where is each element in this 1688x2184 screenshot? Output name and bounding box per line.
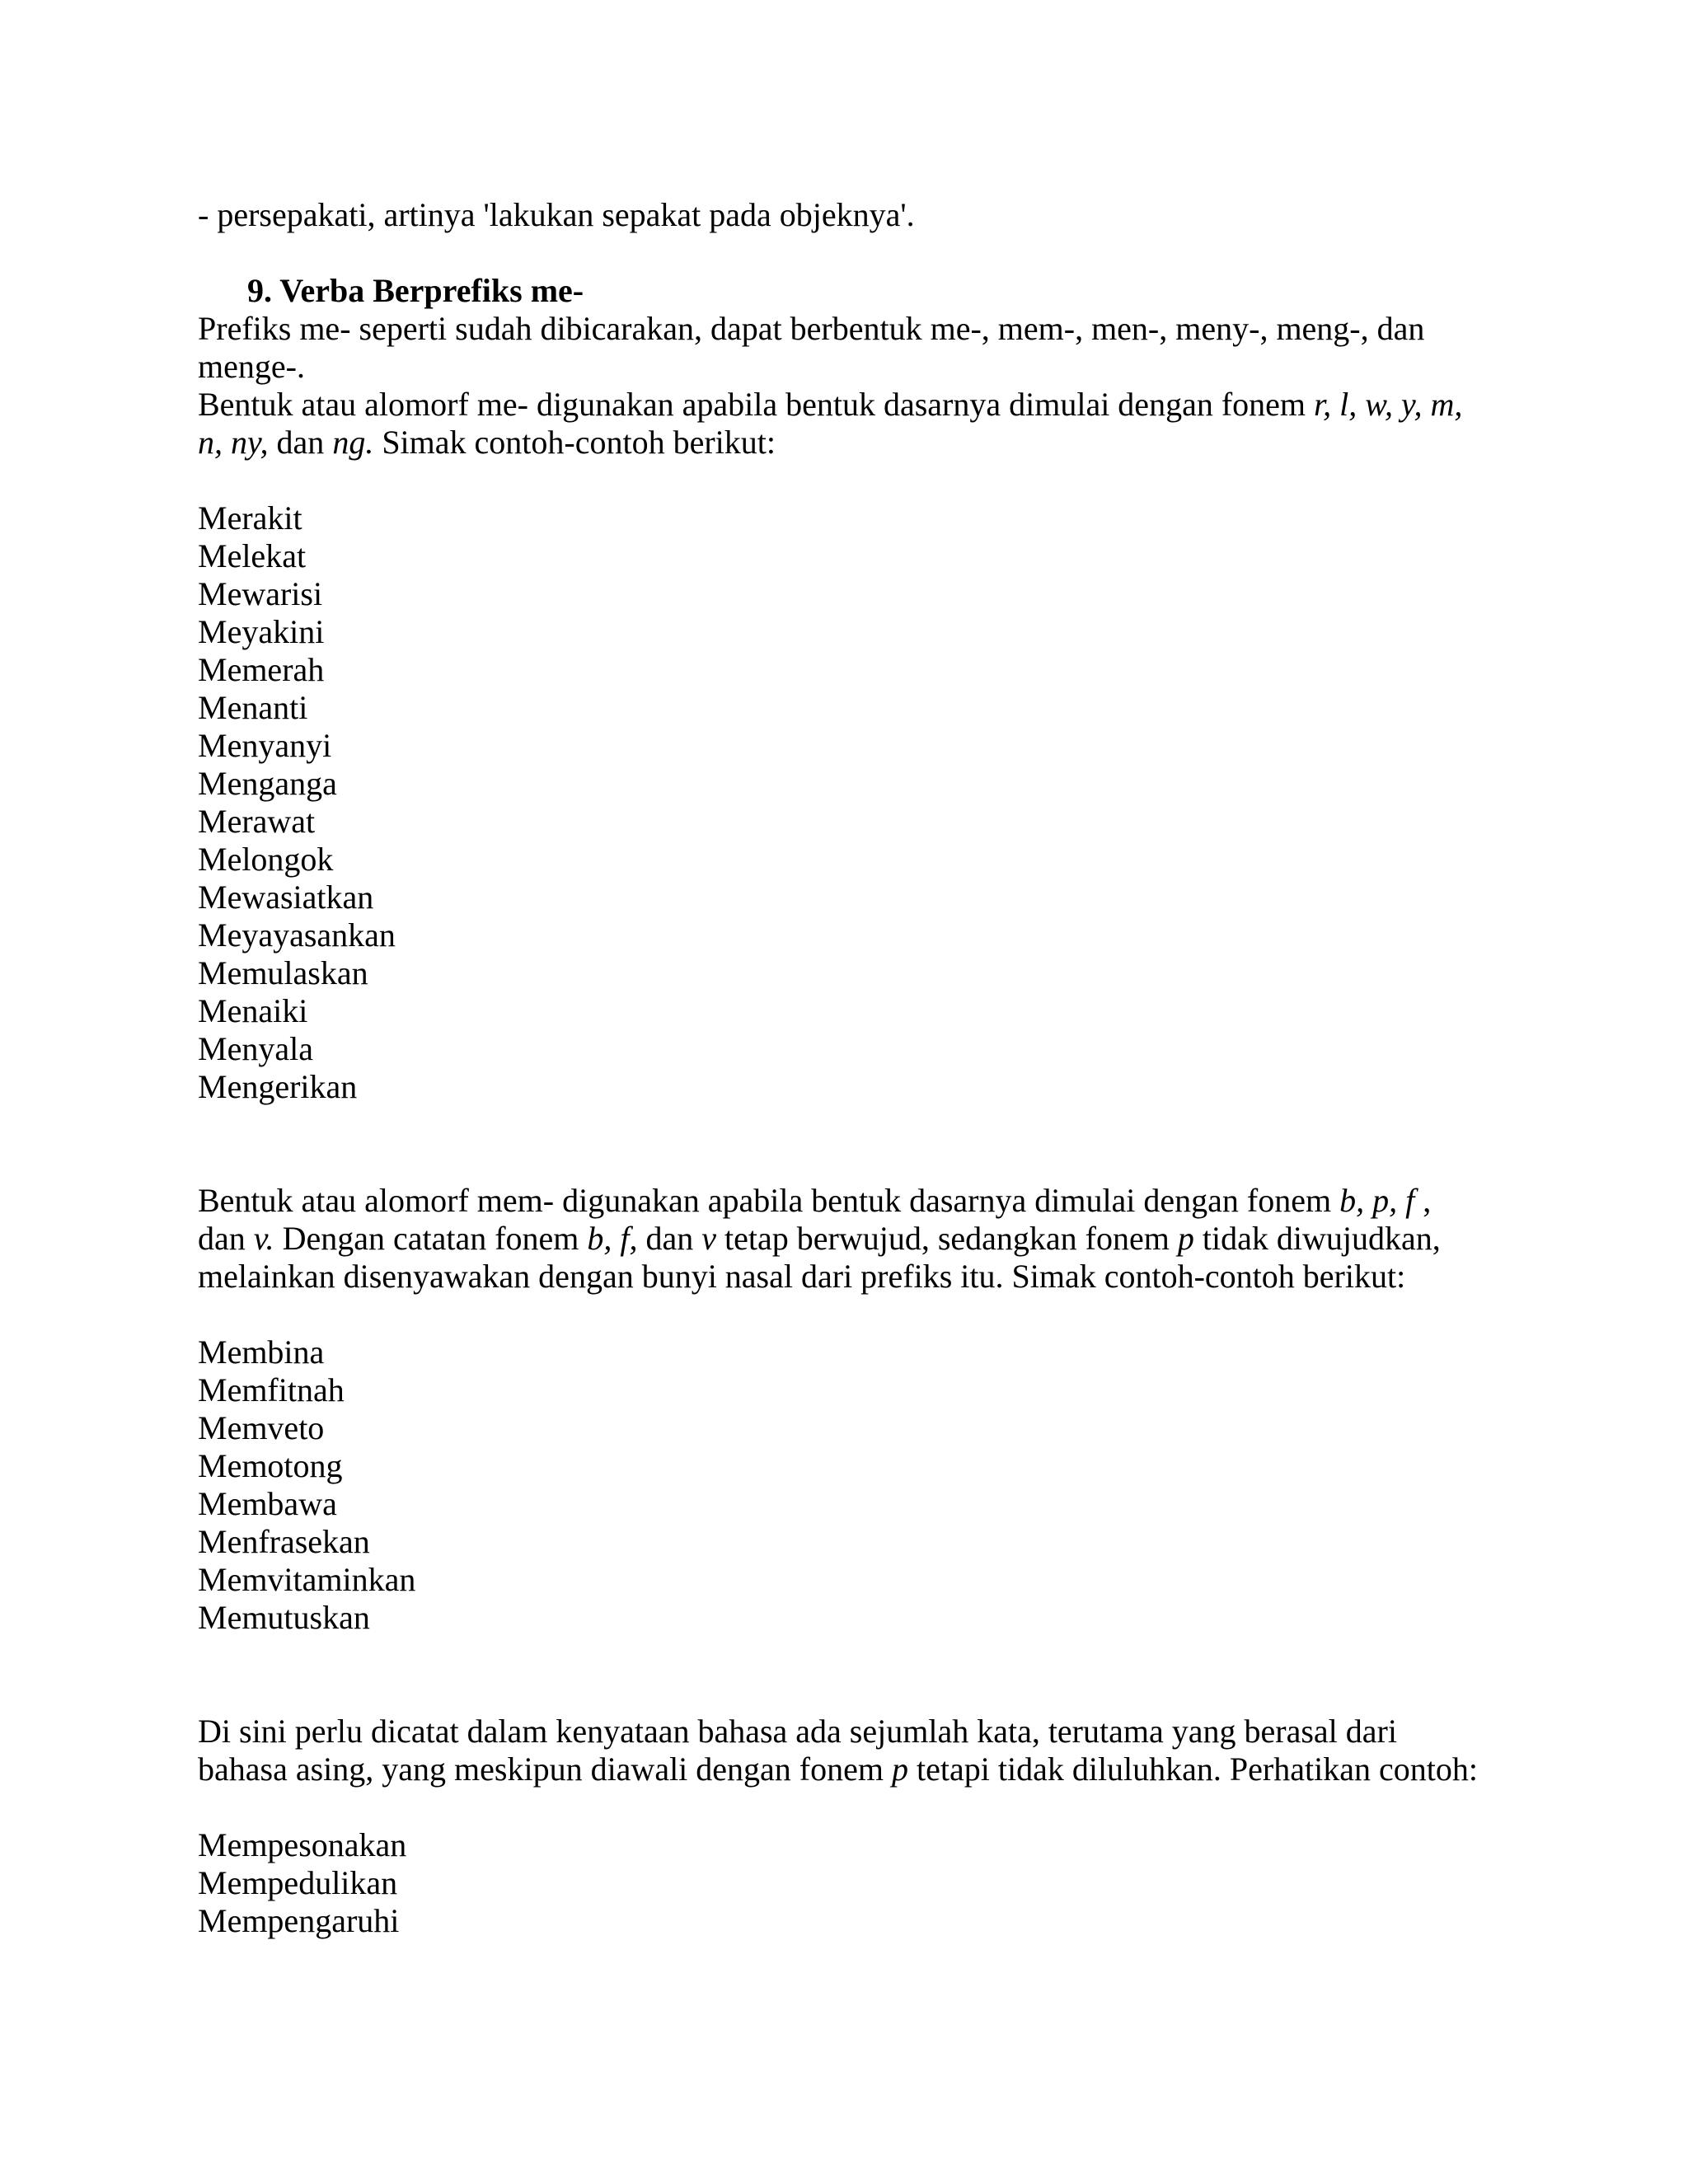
mem-paragraph-line-2 [198, 1220, 1484, 1258]
list-item: Memvitaminkan [198, 1561, 416, 1598]
me-word-list [198, 499, 1484, 1106]
list-item: Meyakini [198, 613, 325, 650]
list-item: Memutuskan [198, 1599, 370, 1636]
italic-run: v [701, 1220, 717, 1257]
spacer [198, 1788, 1484, 1826]
list-item: Memerah [198, 651, 325, 688]
text-run: dan [198, 1220, 254, 1257]
note-paragraph [198, 1713, 1484, 1788]
list-item: Melongok [198, 841, 334, 878]
list-item: Menfrasekan [198, 1523, 370, 1560]
note-paragraph-line-1: Di sini perlu dicatat dalam kenyataan bahasa ada sejumlah kata, terutama yang berasal dari [198, 1713, 1397, 1750]
italic-run: b, f, [587, 1220, 638, 1257]
list-item: Memotong [198, 1447, 343, 1484]
list-item: Menanti [198, 689, 308, 726]
italic-run: b, p, f [1339, 1182, 1415, 1219]
list-item: Menaiki [198, 992, 308, 1029]
list-item: Mewarisi [198, 575, 323, 612]
text-run: bahasa asing, yang meskipun diawali dengan fonem [198, 1750, 892, 1788]
list-item: Menganga [198, 765, 337, 802]
spacer [198, 462, 1484, 499]
italic-run: ng. [332, 424, 374, 461]
mem-paragraph-line-1 [198, 1182, 1484, 1220]
spacer [198, 1637, 1484, 1713]
list-item: Merakit [198, 499, 302, 537]
text-run: tetap berwujud, sedangkan fonem [716, 1220, 1178, 1257]
note-paragraph-line-2 [198, 1750, 1484, 1788]
list-item: Menyala [198, 1030, 313, 1067]
list-item: Memfitnah [198, 1371, 345, 1408]
italic-run: r, l, w, y, m, [1314, 386, 1463, 423]
note-word-list [198, 1826, 1484, 1940]
intro-paragraph [198, 310, 1484, 386]
text-run: , [1414, 1182, 1432, 1219]
spacer [198, 1106, 1484, 1182]
list-item: Membawa [198, 1485, 337, 1522]
list-item: Mewasiatkan [198, 879, 374, 916]
list-item: Membina [198, 1333, 325, 1371]
me-paragraph-line-1 [198, 386, 1484, 424]
text-run: dan [268, 424, 333, 461]
text-run: Simak contoh-contoh berikut: [373, 424, 776, 461]
list-item: Melekat [198, 537, 307, 574]
me-paragraph-line-2 [198, 424, 1484, 462]
list-item: Mempengaruhi [198, 1902, 400, 1939]
italic-run: n, ny, [198, 424, 269, 461]
spacer [198, 234, 1484, 272]
list-item: Memulaskan [198, 954, 368, 991]
list-item: Mengerikan [198, 1068, 358, 1105]
intro-line-2: menge-. [198, 348, 305, 385]
italic-run: p [892, 1750, 908, 1788]
list-item: Meyayasankan [198, 916, 396, 954]
top-line: - persepakati, artinya 'lakukan sepakat pada objeknya'. [198, 196, 915, 233]
text-run: tidak diwujudkan, [1193, 1220, 1441, 1257]
list-item: Menyanyi [198, 727, 332, 764]
mem-paragraph [198, 1182, 1484, 1296]
mem-word-list [198, 1333, 1484, 1637]
text-run: tetapi tidak diluluhkan. Perhatikan contoh: [908, 1750, 1478, 1788]
italic-run: p [1177, 1220, 1194, 1257]
list-item: Memveto [198, 1409, 325, 1446]
me-paragraph [198, 386, 1484, 462]
italic-run: v. [253, 1220, 274, 1257]
list-item: Merawat [198, 803, 316, 840]
intro-line-1: Prefiks me- seperti sudah dibicarakan, dapat berbentuk me-, mem-, men-, meny-, meng-, dan [198, 310, 1425, 347]
text-run: Bentuk atau alomorf mem- digunakan apabila bentuk dasarnya dimulai dengan fonem [198, 1182, 1340, 1219]
document-page [198, 196, 1484, 1940]
text-run: Bentuk atau alomorf me- digunakan apabila bentuk dasarnya dimulai dengan fonem [198, 386, 1315, 423]
section-heading: 9. Verba Berprefiks me- [247, 272, 584, 309]
text-run: Dengan catatan fonem [274, 1220, 588, 1257]
list-item: Mempesonakan [198, 1826, 407, 1863]
list-item: Mempedulikan [198, 1864, 398, 1901]
spacer [198, 1296, 1484, 1333]
mem-paragraph-line-3: melainkan disenyawakan dengan bunyi nasal dari prefiks itu. Simak contoh-contoh berikut: [198, 1258, 1406, 1295]
text-run: dan [637, 1220, 702, 1257]
